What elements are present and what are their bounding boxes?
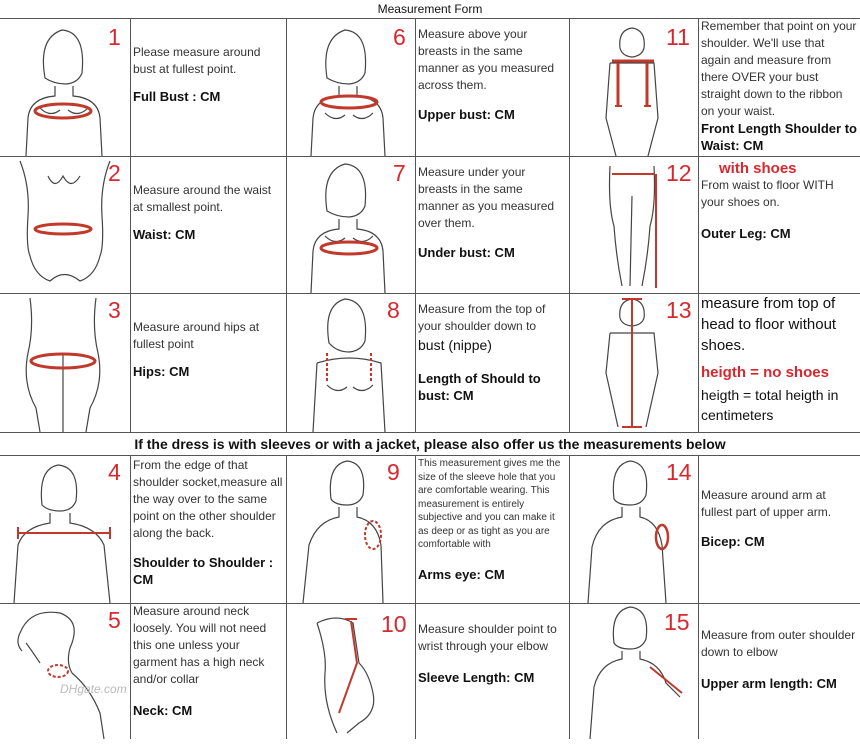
text-cell [698,603,860,739]
step-number: 5 [108,607,121,633]
figure-cell [287,156,416,293]
figure-cell [570,293,699,432]
instruction-text: Measure from outer shoulder down to elbow [701,628,856,659]
step-number: 14 [666,459,692,485]
text-cell [130,293,287,432]
figure-cell [570,603,699,739]
measurement-label: Bicep: CM [701,534,765,549]
measurement-label: Length of Should to bust: CM [418,371,541,403]
step-number: 4 [108,459,121,485]
figure-cell [570,156,699,293]
measurement-label: Under bust: CM [418,245,515,260]
text-cell [698,455,860,603]
step-number: 8 [387,297,400,323]
table-row [0,603,860,739]
step-number: 2 [108,160,121,186]
instruction-text: Please measure around bust at fullest point. [133,45,261,76]
step-number: 3 [108,297,121,323]
measurement-label: Shoulder to Shoulder : CM [133,555,274,587]
step-number: 1 [108,24,121,50]
measurement-label: Arms eye: CM [418,566,505,582]
text-cell [415,156,570,293]
step-number: 7 [393,160,406,186]
instruction-text: From waist to floor WITH your shoes on. [701,178,834,209]
figure-cell [287,293,416,432]
figure-cell [0,455,131,603]
step-number: 9 [387,459,400,485]
figure-cell [287,603,416,739]
text-cell [130,156,287,293]
instruction-text: bust (nippe) [418,337,492,353]
form-title: Measurement Form [0,0,860,19]
table-row [0,293,860,433]
note-text: heigth = no shoes [701,364,829,381]
text-cell [130,455,287,603]
figure-cell [287,18,416,156]
instruction-text: Measure around neck loosely. You will not need this one unless your garment has a high neck and/or collar [133,604,267,686]
figure-cell [570,18,699,156]
instruction-text: Measure under your breasts in the same manner as you measured over them. [418,165,555,230]
measurement-label: Full Bust : CM [133,89,221,104]
instruction-text: Measure from the top of your shoulder down to [418,302,546,333]
measurement-label: Neck: CM [133,703,193,718]
instruction-text: Remember that point on your shoulder. We'll use that again and measure from there OVER your bust straight down to the ribbon on your waist. [701,19,857,118]
table-row [0,455,860,604]
step-number: 6 [393,24,406,50]
figure-cell [0,293,131,432]
measurement-label: Sleeve Length: CM [418,670,535,685]
figure-cell [0,156,131,293]
text-cell [698,156,860,293]
measurement-label: Waist: CM [133,227,196,242]
instruction-text: Measure around arm at fullest part of upper arm. [701,488,832,519]
measurement-label: Hips: CM [133,364,190,379]
table-row [0,18,860,157]
instruction-text: From the edge of that shoulder socket,measure all the way over to the same point on the other shoulder along the back. [133,458,283,540]
text-cell [130,603,287,739]
text-cell [698,18,860,156]
instruction-text: measure from top of head to floor without shoes. [701,295,837,354]
note-text: with shoes [719,160,797,177]
measurement-label: Outer Leg: CM [701,226,791,241]
step-number: 10 [381,611,407,637]
sleeves-banner: If the dress is with sleeves or with a jacket, please also offer us the measurements below [0,432,860,456]
instruction-text: Measure shoulder point to wrist through your elbow [418,622,557,653]
text-cell [415,18,570,156]
figure-cell [0,603,131,739]
text-cell [415,603,570,739]
instruction-text: This measurement gives me the size of the sleeve hole that you are comfortable wearing. This measurement is entirely subjective and you can make it as deep or as tight as you are comfortable with [418,458,561,550]
figure-cell [287,455,416,603]
step-number: 11 [666,24,690,50]
step-number: 13 [666,297,692,323]
instruction-text: heigth = total heigth in centimeters [701,387,839,423]
text-cell [415,293,570,432]
measurement-label: Upper arm length: CM [701,676,837,691]
instruction-text: Measure above your breasts in the same manner as you measured across them. [418,27,555,92]
text-cell [415,455,570,603]
measurement-label: Upper bust: CM [418,107,515,122]
text-cell [698,293,860,432]
measurement-label: Front Length Shoulder to Waist: CM [701,121,857,153]
watermark: DHgate.com [60,682,127,696]
table-row [0,156,860,294]
figure-cell [570,455,699,603]
step-number: 15 [664,609,690,635]
text-cell [130,18,287,156]
figure-cell [0,18,131,156]
instruction-text: Measure around the waist at smallest point. [133,183,272,214]
step-number: 12 [666,160,692,186]
instruction-text: Measure around hips at fullest point [133,320,260,351]
